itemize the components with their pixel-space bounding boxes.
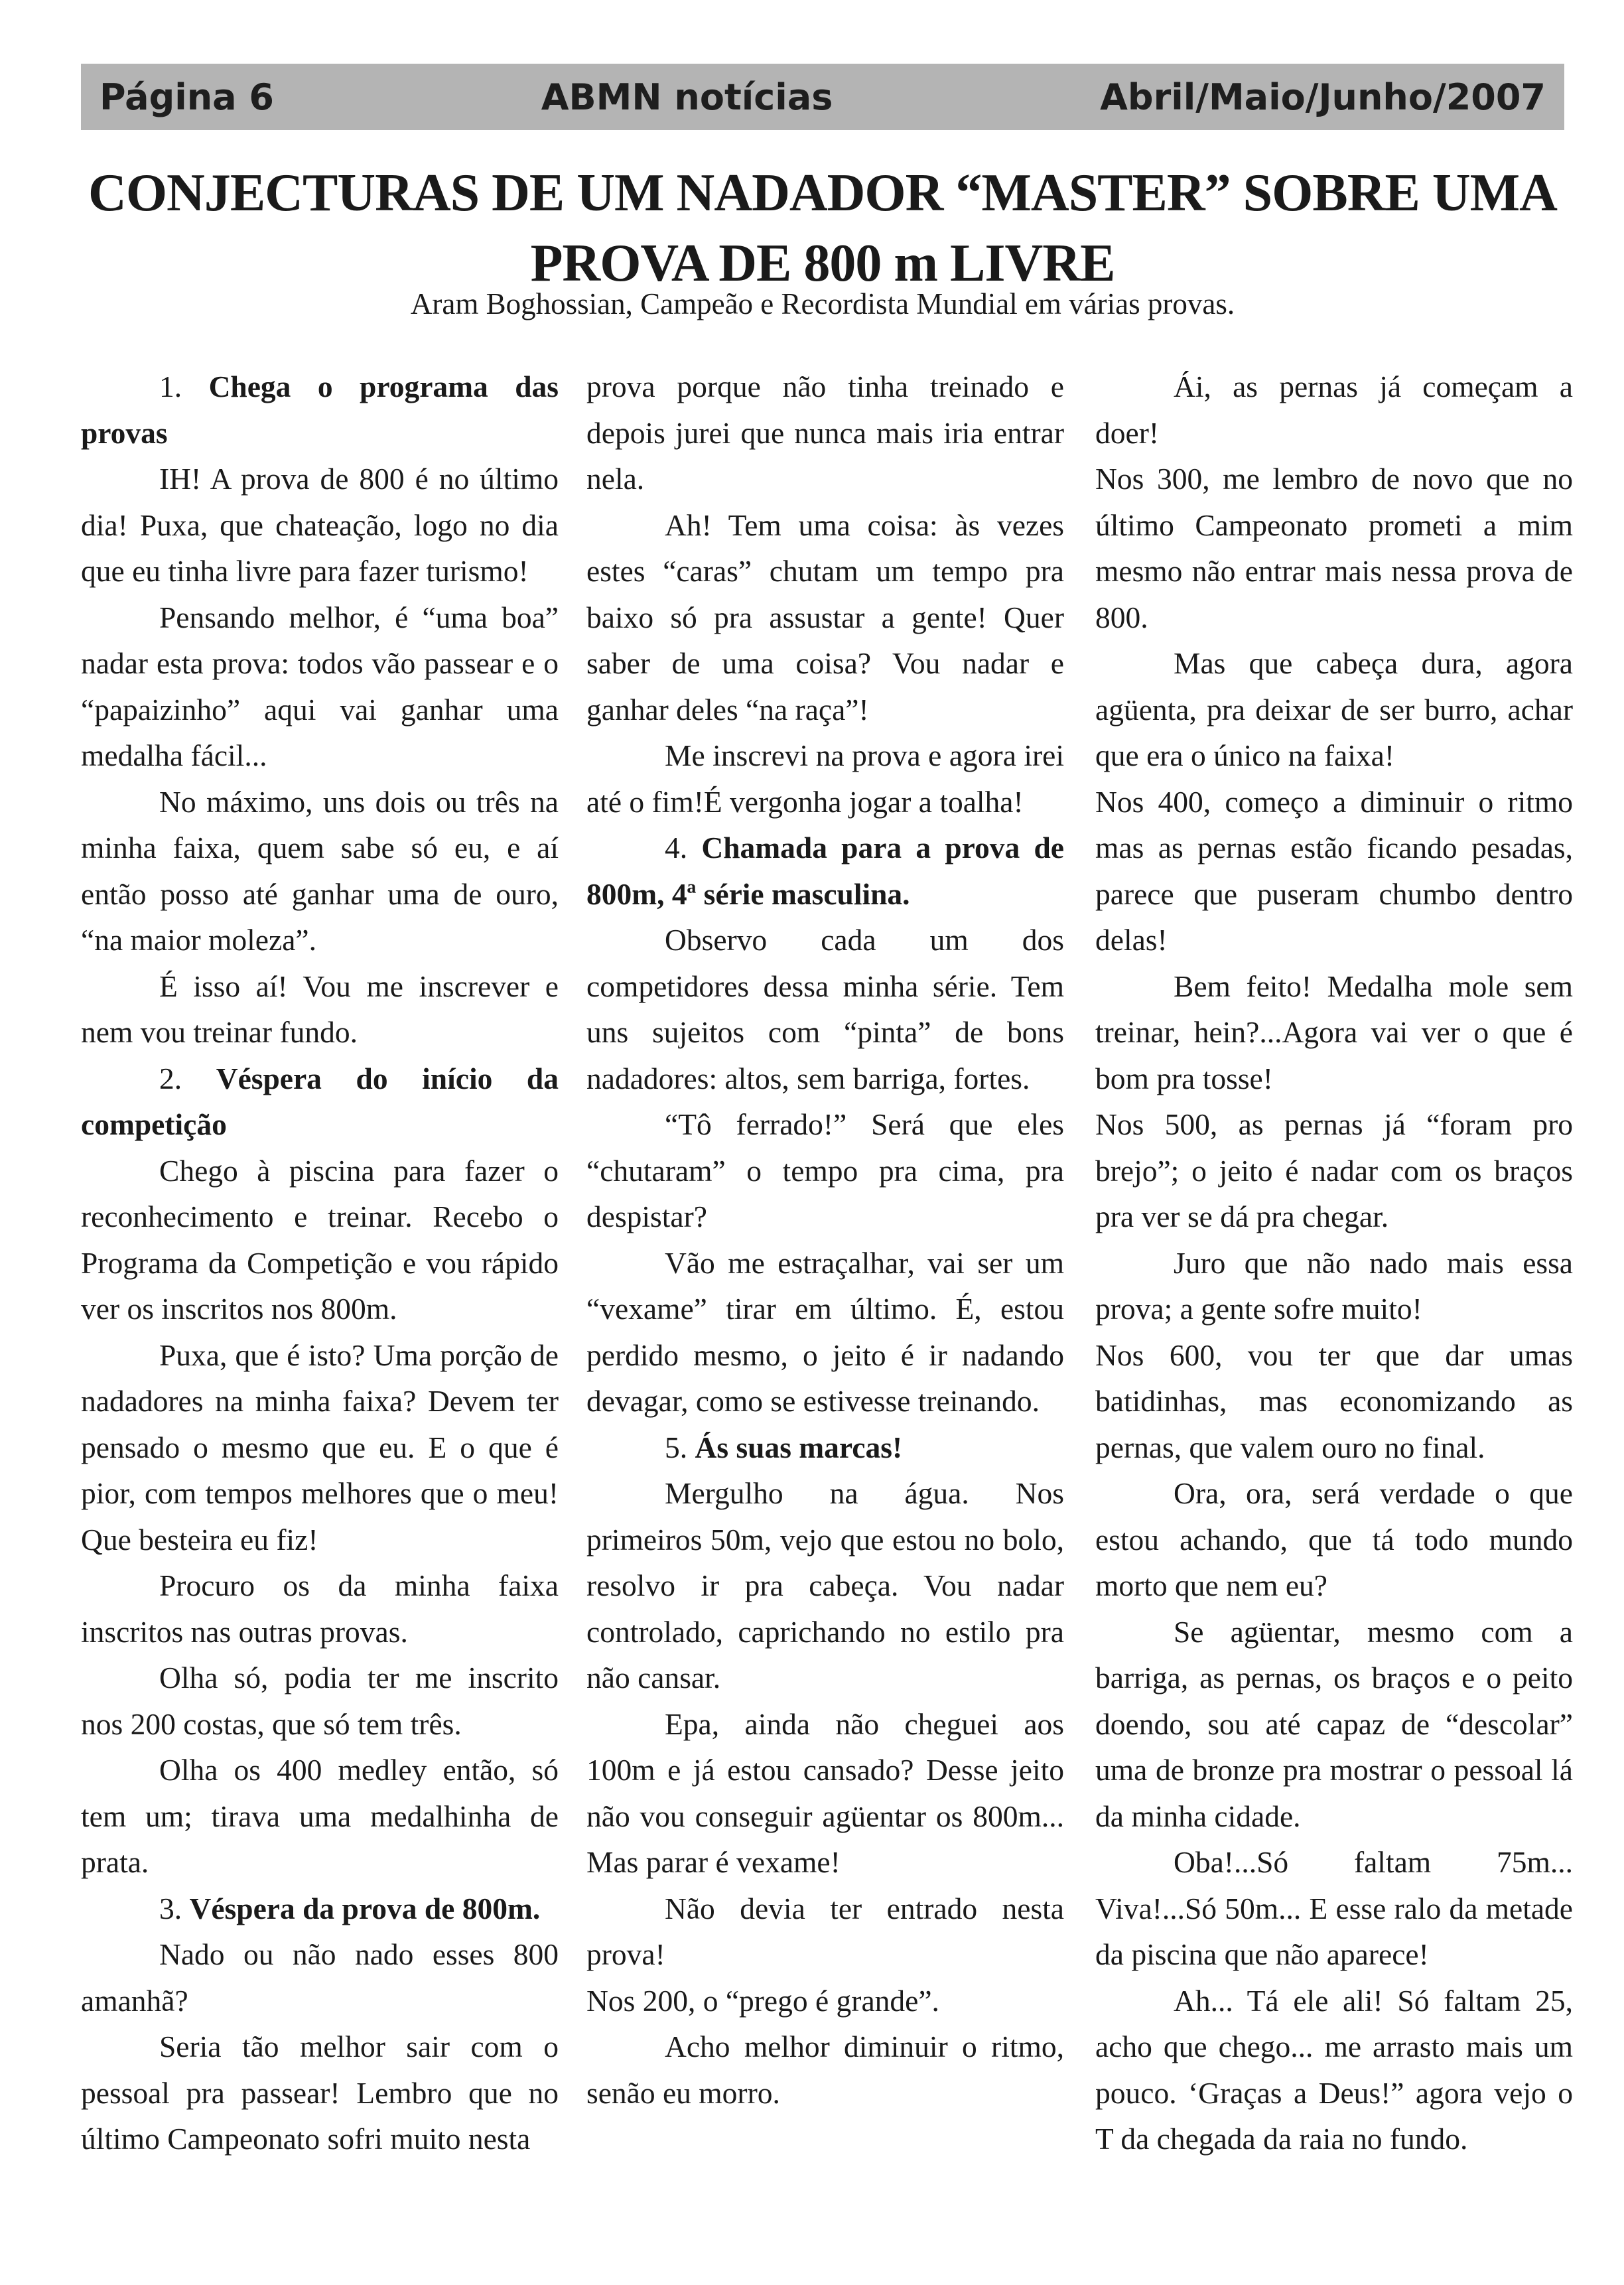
body-paragraph: Vão me estraçalhar, vai ser um “vexame” tirar em último. É, estou perdido mesmo, o jeito é ir nadando devagar, como se estivesse treinando. (586, 1245, 1064, 1418)
body-paragraph: Nos 200, o “prego é grande”. (586, 1983, 939, 2018)
body-paragraph: Juro que não nado mais essa prova; a gente sofre muito! (1095, 1245, 1573, 1326)
body-paragraph: Puxa, que é isto? Uma porção de nadadores na minha faixa? Devem ter pensado o mesmo que eu. E o que é pior, com tempos melhores que o meu! Que besteira eu fiz! (81, 1338, 559, 1557)
section-heading (81, 364, 559, 456)
text-column-2 (586, 364, 1064, 2116)
body-paragraph: Não devia ter entrado nesta prova! (586, 1891, 1064, 1971)
text-column-3 (1095, 364, 1573, 2162)
section-number: 3. (159, 1891, 190, 1925)
section-heading (586, 1424, 1064, 1471)
page-number: Página 6 (100, 76, 274, 118)
section-heading-text: Véspera do início da competição (81, 1061, 559, 1141)
body-paragraph: Nos 500, as pernas já “foram pro brejo”; o jeito é nadar com os braços pra ver se dá pra chegar. (1095, 1107, 1573, 1233)
body-paragraph: Acho melhor diminuir o ritmo, senão eu morro. (586, 2030, 1064, 2110)
body-paragraph: Ah... Tá ele ali! Só faltam 25, acho que chego... me arrasto mais um pouco. ‘Graças a Deus!” agora vejo o T da chegada da raia no fundo. (1095, 1983, 1573, 2156)
section-number: 2. (159, 1061, 216, 1095)
section-number: 4. (665, 831, 702, 865)
issue-date: Abril/Maio/Junho/2007 (1100, 76, 1546, 118)
page-header-bar (81, 64, 1564, 130)
body-paragraph: É isso aí! Vou me inscrever e nem vou treinar fundo. (81, 969, 559, 1049)
body-paragraph: Oba!...Só faltam 75m... Viva!...Só 50m... E esse ralo da metade da piscina que não aparece! (1095, 1845, 1573, 1971)
section-heading (586, 825, 1064, 917)
body-paragraph: Bem feito! Medalha mole sem treinar, hein?...Agora vai ver o que é bom pra tosse! (1095, 969, 1573, 1095)
section-heading-text: Ás suas marcas! (695, 1430, 903, 1464)
section-heading-text: Véspera da prova de 800m. (189, 1891, 541, 1925)
body-paragraph: Nado ou não nado esses 800 amanhã? (81, 1937, 559, 2018)
body-paragraph: Olha os 400 medley então, só tem um; tirava uma medalhinha de prata. (81, 1753, 559, 1879)
body-paragraph: Ah! Tem uma coisa: às vezes estes “caras” chutam um tempo pra baixo só pra assustar a gente! Quer saber de uma coisa? Vou nadar e ganhar deles “na raça”! (586, 508, 1064, 727)
section-heading (81, 1056, 559, 1148)
section-number: 1. (159, 370, 209, 403)
body-paragraph: Observo cada um dos competidores dessa minha série. Tem uns sujeitos com “pinta” de bons nadadores: altos, sem barriga, fortes. (586, 923, 1064, 1095)
text-column-1 (81, 364, 559, 2162)
body-paragraph: Olha só, podia ter me inscrito nos 200 costas, que só tem três. (81, 1661, 559, 1741)
body-paragraph: Chego à piscina para fazer o reconhecimento e treinar. Recebo o Programa da Competição e vou rápido ver os inscritos nos 800m. (81, 1153, 559, 1326)
section-number: 5. (665, 1430, 695, 1464)
article-byline: Aram Boghossian, Campeão e Recordista Mundial em várias provas. (410, 287, 1235, 320)
article-title-line-1: CONJECTURAS DE UM NADADOR “MASTER” SOBRE UMA (88, 164, 1557, 222)
body-paragraph: Procuro os da minha faixa inscritos nas outras provas. (81, 1568, 559, 1649)
body-paragraph: Ái, as pernas já começam a doer! (1095, 370, 1573, 450)
body-paragraph: Pensando melhor, é “uma boa” nadar esta prova: todos vão passear e o “papaizinho” aqui vai ganhar uma medalha fácil... (81, 600, 559, 772)
section-heading-text: Chamada para a prova de 800m, 4ª série masculina. (586, 831, 1064, 911)
body-paragraph: Mergulho na água. Nos primeiros 50m, vejo que estou no bolo, resolvo ir pra cabeça. Vou nadar controlado, caprichando no estilo pra não cansar. (586, 1476, 1064, 1695)
body-paragraph: IH! A prova de 800 é no último dia! Puxa, que chateação, logo no dia que eu tinha livre para fazer turismo! (81, 462, 559, 588)
section-heading (81, 1886, 559, 1932)
publication-name: ABMN notícias (541, 76, 833, 118)
article-title-line-2: PROVA DE 800 m LIVRE (530, 234, 1115, 293)
body-paragraph: prova porque não tinha treinado e depois jurei que nunca mais iria entrar nela. (586, 370, 1064, 496)
body-paragraph: Mas que cabeça dura, agora agüenta, pra deixar de ser burro, achar que era o único na faixa! (1095, 646, 1573, 772)
article-title (81, 158, 1564, 299)
body-paragraph: Nos 600, vou ter que dar umas batidinhas, mas economizando as pernas, que valem ouro no final. (1095, 1338, 1573, 1464)
body-paragraph: Se agüentar, mesmo com a barriga, as pernas, os braços e o peito doendo, sou até capaz de “descolar” uma de bronze pra mostrar o pessoal lá da minha cidade. (1095, 1614, 1573, 1833)
body-paragraph: Seria tão melhor sair com o pessoal pra passear! Lembro que no último Campeonato sofri muito nesta (81, 2030, 559, 2156)
body-paragraph: Me inscrevi na prova e agora irei até o fim!É vergonha jogar a toalha! (586, 738, 1064, 819)
section-heading-text: Chega o programa das provas (81, 370, 559, 450)
body-paragraph: No máximo, uns dois ou três na minha faixa, quem sabe só eu, e aí então posso até ganhar uma de ouro, “na maior moleza”. (81, 784, 559, 957)
body-paragraph: Nos 400, começo a diminuir o ritmo mas as pernas estão ficando pesadas, parece que puseram chumbo dentro delas! (1095, 784, 1573, 957)
body-paragraph: Ora, ora, será verdade o que estou achando, que tá todo mundo morto que nem eu? (1095, 1476, 1573, 1602)
body-paragraph: Epa, ainda não cheguei aos 100m e já estou cansado? Desse jeito não vou conseguir agüentar os 800m... Mas parar é vexame! (586, 1706, 1064, 1879)
body-paragraph: Nos 300, me lembro de novo que no último Campeonato prometi a mim mesmo não entrar mais nessa prova de 800. (1095, 462, 1573, 634)
body-paragraph: “Tô ferrado!” Será que eles “chutaram” o tempo pra cima, pra despistar? (586, 1107, 1064, 1233)
